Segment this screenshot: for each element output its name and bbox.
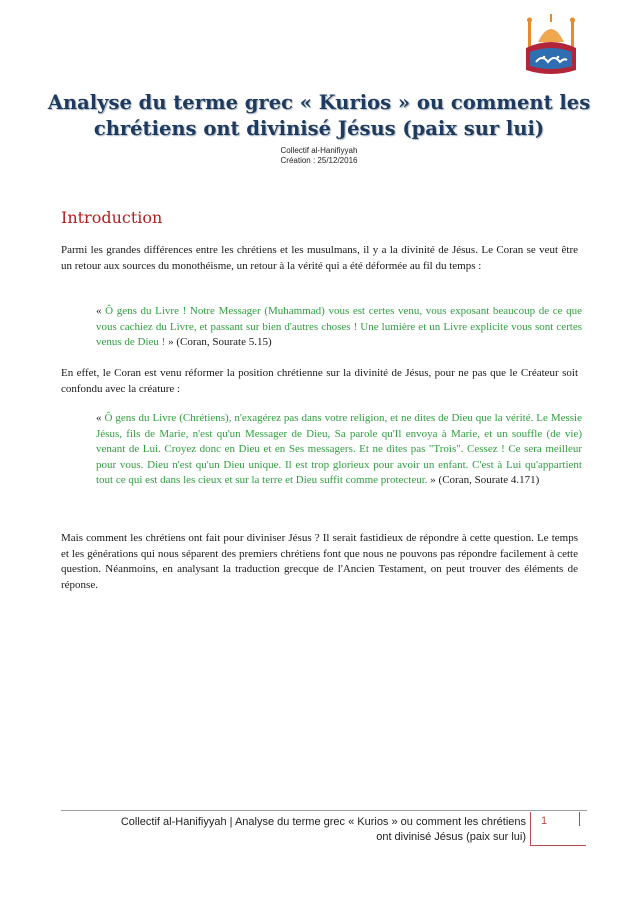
footer-line-1: Collectif al-Hanifiyyah | Analyse du terme grec « Kurios » ou comment les chrétiens bbox=[120, 816, 526, 828]
quote-1-open: « bbox=[96, 305, 106, 317]
page-number-corner bbox=[579, 812, 586, 826]
footer-divider bbox=[61, 810, 587, 811]
creation-date: Création : 25/12/2016 bbox=[280, 156, 358, 165]
page-number: 1 bbox=[541, 815, 548, 827]
quote-2 bbox=[96, 411, 582, 489]
page-footer bbox=[61, 815, 526, 845]
quote-2-reference: » (Coran, Sourate 4.171) bbox=[427, 474, 540, 487]
title-line-1: Analyse du terme grec « Kurios » ou comment les bbox=[47, 91, 591, 114]
quote-1-reference: » (Coran, Sourate 5.15) bbox=[165, 336, 272, 349]
page-number-box bbox=[530, 812, 586, 846]
quote-2-open: « bbox=[96, 412, 105, 424]
author-label: Collectif al-Hanifiyyah bbox=[280, 146, 358, 155]
paragraph-2: En effet, le Coran est venu réformer la position chrétienne sur la divinité de Jésus, pour ne pas que le Créateur soit confondu avec la créature : bbox=[61, 367, 578, 395]
footer-line-2: ont divinisé Jésus (paix sur lui) bbox=[376, 831, 526, 843]
paragraph-1: Parmi les grandes différences entre les chrétiens et les musulmans, il y a la divinité de Jésus. Le Coran se veut être un retour aux sources du monothéisme, un retour à la vérité qui a été déformée au fil du temps : bbox=[61, 244, 578, 272]
title-line-2: chrétiens ont divinisé Jésus (paix sur lui) bbox=[93, 117, 545, 140]
document-meta bbox=[0, 146, 638, 166]
paragraph-3: Mais comment les chrétiens ont fait pour diviniser Jésus ? Il serait fastidieux de répondre à cette question. Le temps et les générations qui nous séparent des premiers chrétiens font que nous ne pouvons pas répondre facilement à cette question. Néanmoins, en analysant la traduction grecque de l'Ancien Testament, on peut trouver des éléments de réponse. bbox=[61, 532, 578, 591]
mosque-logo-icon bbox=[520, 8, 582, 78]
quote-1 bbox=[96, 304, 582, 351]
quote-1-text: Ô gens du Livre ! Notre Messager (Muhammad) vous est certes venu, vous exposant beaucoup de ce que vous cachiez du Livre, et passant sur bien d'autres choses ! Une lumière et un Livre explicite vous sont certes venus de Dieu ! bbox=[96, 305, 582, 349]
section-heading-introduction: Introduction bbox=[61, 208, 163, 227]
page-title bbox=[40, 90, 598, 142]
quote-2-text: Ô gens du Livre (Chrétiens), n'exagérez pas dans votre religion, et ne dites de Dieu que la vérité. Le Messie Jésus, fils de Marie, n'est qu'un Messager de Dieu, Sa parole qu'Il envoya à Marie, et un souffle (de vie) venant de Lui. Croyez donc en Dieu et en Ses messagers. Et ne dites pas "Trois". Cessez ! Ce sera meilleur pour vous. Dieu n'est qu'un Dieu unique. Il est trop glorieux pour avoir un enfant. C'est à Lui qu'appartient tout ce qui est dans les cieux et sur la terre et Dieu suffit comme protecteur. bbox=[96, 412, 582, 487]
